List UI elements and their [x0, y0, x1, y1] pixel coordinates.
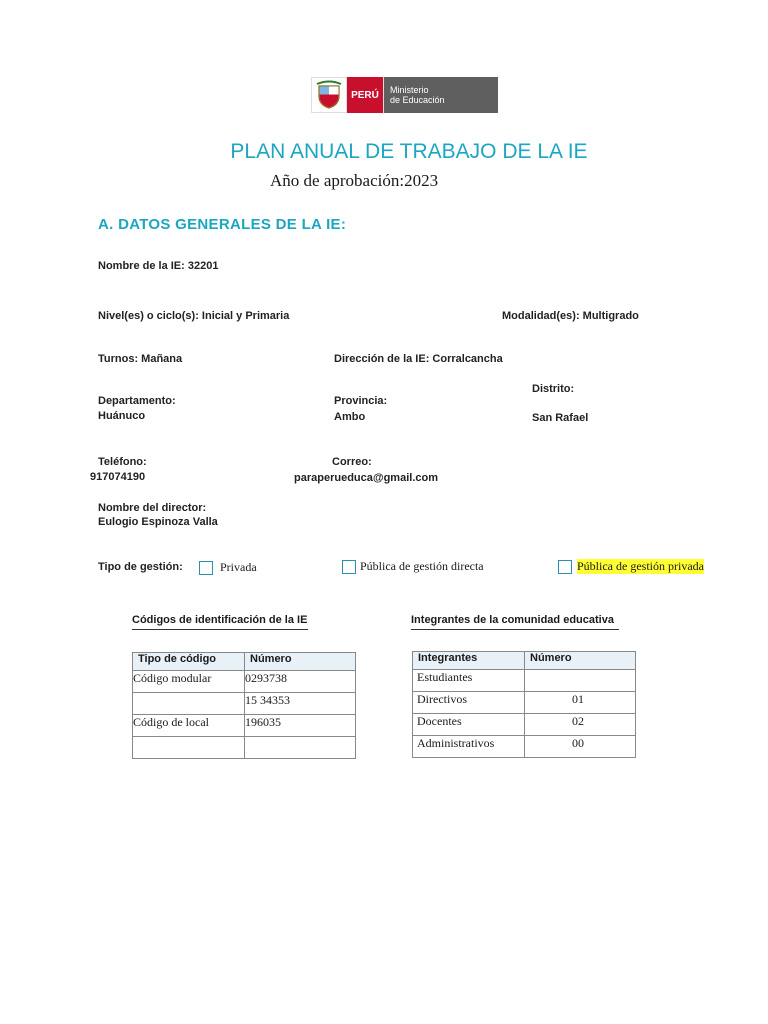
members-table — [412, 651, 636, 758]
peru-label: PERÚ — [347, 77, 383, 113]
table-cell: 00 — [525, 736, 636, 758]
option-public-direct-label: Pública de gestión directa — [360, 559, 484, 573]
department-value: Huánuco — [98, 410, 146, 422]
district-value: San Rafael — [532, 412, 589, 424]
table-row — [413, 736, 636, 758]
province-value: Ambo — [334, 411, 366, 423]
director-value: Eulogio Espinoza Valla — [98, 516, 218, 528]
column-header: Número — [245, 653, 356, 671]
school-level: Nivel(es) o ciclo(s): Inicial y Primaria — [98, 310, 290, 322]
district-label: Distrito: — [532, 383, 575, 395]
table-cell — [133, 693, 245, 715]
checkbox-public-private[interactable] — [558, 560, 572, 574]
codes-table — [132, 652, 356, 759]
phone-value: 917074190 — [90, 471, 146, 483]
table-cell: 01 — [525, 692, 636, 714]
table-row — [413, 670, 636, 692]
column-header: Integrantes — [413, 652, 525, 670]
table-cell: Directivos — [413, 692, 525, 714]
codes-table-title: Códigos de identificación de la IE — [132, 614, 308, 630]
table-cell: Código de local — [133, 715, 245, 737]
table-cell: 02 — [525, 714, 636, 736]
table-cell: Estudiantes — [413, 670, 525, 692]
checkbox-private[interactable] — [199, 561, 213, 575]
director-label: Nombre del director: — [98, 502, 207, 514]
table-cell: 196035 — [245, 715, 356, 737]
school-modality: Modalidad(es): Multigrado — [502, 310, 639, 322]
table-cell: Código modular — [133, 671, 245, 693]
approval-year: Año de aprobación:2023 — [270, 171, 439, 190]
members-table-title: Integrantes de la comunidad educativa — [411, 614, 619, 630]
ministry-line-1: Ministerio — [390, 85, 429, 95]
management-option-public-direct[interactable] — [342, 560, 356, 579]
section-heading: A. DATOS GENERALES DE LA IE: — [98, 216, 347, 233]
school-shift: Turnos: Mañana — [98, 353, 183, 365]
table-cell — [133, 737, 245, 759]
table-header-row — [133, 653, 356, 671]
province-label: Provincia: — [334, 395, 388, 407]
table-header-row — [413, 652, 636, 670]
department-label: Departamento: — [98, 395, 176, 407]
document-title: PLAN ANUAL DE TRABAJO DE LA IE — [230, 140, 588, 163]
table-row — [133, 671, 356, 693]
checkbox-public-direct[interactable] — [342, 560, 356, 574]
table-row — [133, 737, 356, 759]
management-option-private[interactable] — [199, 561, 213, 580]
option-private-label: Privada — [220, 560, 257, 574]
email-value: paraperueduca@gmail.com — [294, 472, 438, 484]
school-address: Dirección de la IE: Corralcancha — [334, 353, 503, 365]
management-option-public-private[interactable] — [558, 560, 572, 579]
table-row — [413, 714, 636, 736]
ministry-line-2: de Educación — [390, 95, 445, 105]
column-header: Número — [525, 652, 636, 670]
table-cell: 0293738 — [245, 671, 356, 693]
table-cell: Administrativos — [413, 736, 525, 758]
school-name: Nombre de la IE: 32201 — [98, 260, 219, 272]
table-row — [413, 692, 636, 714]
table-cell: Docentes — [413, 714, 525, 736]
management-type-label: Tipo de gestión: — [98, 561, 183, 573]
column-header: Tipo de código — [133, 653, 245, 671]
coat-of-arms-icon — [311, 77, 347, 113]
table-row — [133, 693, 356, 715]
minedu-logo — [311, 77, 498, 113]
table-cell — [525, 670, 636, 692]
table-cell — [245, 737, 356, 759]
ministry-name — [383, 77, 498, 113]
table-cell: 15 34353 — [245, 693, 356, 715]
table-row — [133, 715, 356, 737]
email-label: Correo: — [332, 456, 372, 468]
option-public-private-label: Pública de gestión privada — [577, 559, 704, 573]
phone-label: Teléfono: — [98, 456, 147, 468]
